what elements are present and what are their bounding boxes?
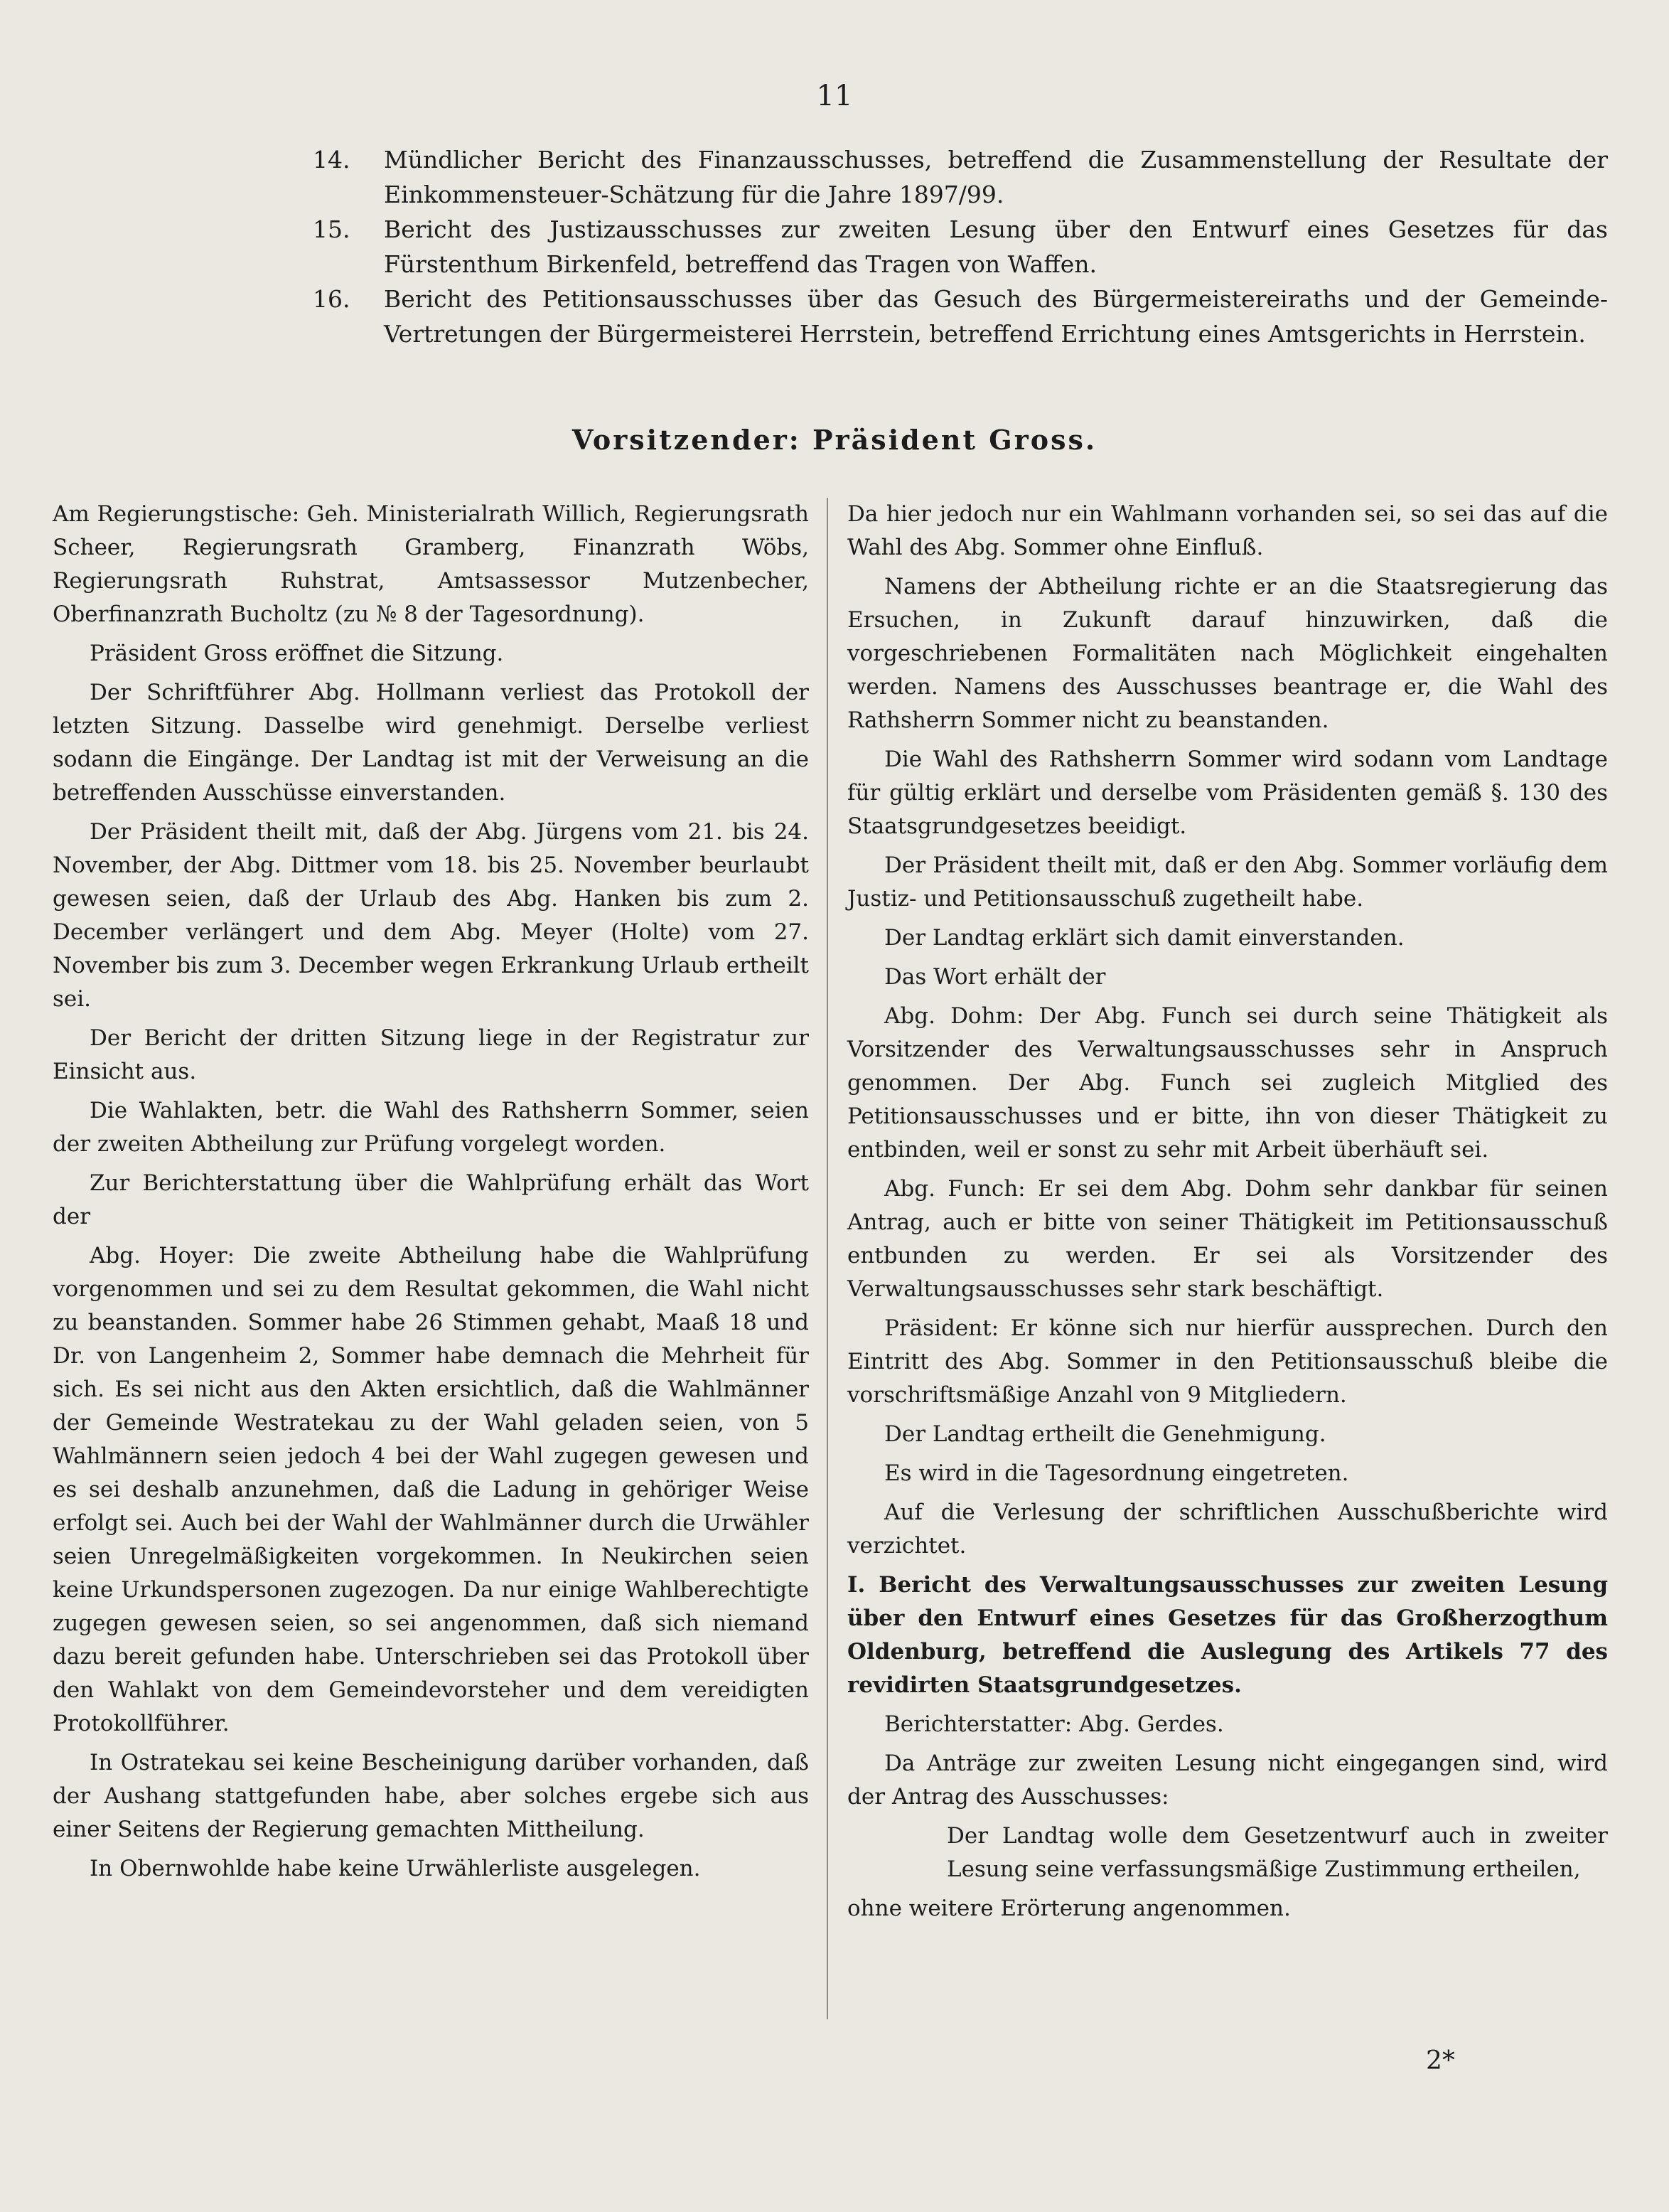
agenda-item-text: Bericht des Petitionsausschusses über das Gesuch des Bürgermeistereiraths und der Gemeinde-Vertretungen der Bürgermeisterei Herrstein, betreffend Errichtung eines Amtsgerichts in Herrstein. bbox=[384, 285, 1608, 348]
paragraph: Der Landtag ertheilt die Genehmigung. bbox=[884, 1421, 1326, 1447]
paragraph: Der Präsident theilt mit, daß er den Abg. Sommer vorläufig dem Justiz- und Petitionsausschuß zugetheilt habe. bbox=[847, 853, 1608, 912]
agenda-item bbox=[313, 282, 1608, 351]
reporter-line: Berichterstatter: Abg. Gerdes. bbox=[884, 1711, 1224, 1737]
agenda-item-number: 14. bbox=[313, 146, 350, 173]
motion-intro: Da Anträge zur zweiten Lesung nicht eingegangen sind, wird der Antrag des Ausschusses: bbox=[847, 1751, 1608, 1810]
agenda-list bbox=[313, 142, 1608, 351]
paragraph: In Obernwohlde habe keine Urwählerliste ausgelegen. bbox=[90, 1856, 701, 1881]
paragraph: Der Landtag erklärt sich damit einverstanden. bbox=[884, 925, 1405, 951]
agenda-item-number: 15. bbox=[313, 215, 350, 243]
motion-text: Der Landtag wolle dem Gesetzentwurf auch in zweiter Lesung seine verfassungsmäßige Zustimmung ertheilen, bbox=[947, 1823, 1608, 1882]
paragraph: Der Präsident theilt mit, daß der Abg. Jürgens vom 21. bis 24. November, der Abg. Dittmer vom 18. bis 25. November beurlaubt gewesen seien, daß der Urlaub des Abg. Hanken bis zum 2. December verlängert und dem Abg. Meyer (Holte) vom 27. November bis zum 3. December wegen Erkrankung Urlaub ertheilt sei. bbox=[53, 819, 809, 1012]
agenda-item-text: Bericht des Justizausschusses zur zweiten Lesung über den Entwurf eines Gesetzes für das Fürstenthum Birkenfeld, betreffend das Tragen von Waffen. bbox=[384, 215, 1608, 278]
paragraph: Namens der Abtheilung richte er an die Staatsregierung das Ersuchen, in Zukunft darauf hinzuwirken, daß die vorgeschriebenen Formalitäten nach Möglichkeit eingehalten werden. Namens des Ausschusses beantrage er, die Wahl des Rathsherrn Sommer nicht zu beanstanden. bbox=[847, 574, 1608, 733]
paragraph: Präsident: Er könne sich nur hierfür aussprechen. Durch den Eintritt des Abg. Sommer in den Petitionsausschuß bleibe die vorschriftsmäßige Anzahl von 9 Mitgliedern. bbox=[847, 1315, 1608, 1408]
paragraph: Der Bericht der dritten Sitzung liege in der Registratur zur Einsicht aus. bbox=[53, 1025, 809, 1084]
column-divider bbox=[827, 498, 828, 2019]
paragraph: Die Wahlakten, betr. die Wahl des Rathsherrn Sommer, seien der zweiten Abtheilung zur Prüfung vorgelegt worden. bbox=[53, 1098, 809, 1157]
paragraph: In Ostratekau sei keine Bescheinigung darüber vorhanden, daß der Aushang stattgefunden habe, aber solches ergebe sich aus einer Seitens der Regierung gemachten Mittheilung. bbox=[53, 1750, 809, 1842]
paragraph: Abg. Hoyer: Die zweite Abtheilung habe die Wahlprüfung vorgenommen und sei zu dem Resultat gekommen, die Wahl nicht zu beanstanden. Sommer habe 26 Stimmen gehabt, Maaß 18 und Dr. von Langenheim 2, Sommer habe demnach die Mehrheit für sich. Es sei nicht aus den Akten ersichtlich, daß die Wahlmänner der Gemeinde Westratekau zu der Wahl geladen seien, von 5 Wahlmännern seien jedoch 4 bei der Wahl zugegen gewesen und es sei deshalb anzunehmen, daß die Ladung in gehöriger Weise erfolgt sei. Auch bei der Wahl der Wahlmänner durch die Urwähler seien Unregelmäßigkeiten vorgekommen. In Neukirchen seien keine Urkundspersonen zugezogen. Da nur einige Wahlberechtigte zugegen gewesen seien, so sei angenommen, daß sich niemand dazu bereit gefunden habe. Unterschrieben sei das Protokoll über den Wahlakt von dem Gemeindevorsteher und dem vereidigten Protokollführer. bbox=[53, 1243, 809, 1736]
paragraph: Der Schriftführer Abg. Hollmann verliest das Protokoll der letzten Sitzung. Dasselbe wird genehmigt. Derselbe verliest sodann die Eingänge. Der Landtag ist mit der Verweisung an die betreffenden Ausschüsse einverstanden. bbox=[53, 680, 809, 806]
section-heading: I. Bericht des Verwaltungsausschusses zur zweiten Lesung über den Entwurf eines Gesetzes für das Großherzogthum Oldenburg, betreffend die Auslegung des Artikels 77 des revidirten Staatsgrundgesetzes. bbox=[847, 1572, 1608, 1698]
closing-line: ohne weitere Erörterung angenommen. bbox=[847, 1896, 1291, 1921]
paragraph: Auf die Verlesung der schriftlichen Ausschußberichte wird verzichtet. bbox=[847, 1500, 1608, 1559]
paragraph: Zur Berichterstattung über die Wahlprüfung erhält das Wort der bbox=[53, 1170, 809, 1229]
paragraph: Abg. Dohm: Der Abg. Funch sei durch seine Thätigkeit als Vorsitzender des Verwaltungsausschusses sehr in Anspruch genommen. Der Abg. Funch sei zugleich Mitglied des Petitionsausschusses und er bitte, ihn von dieser Thätigkeit zu entbinden, weil er sonst zu sehr mit Arbeit überhäuft sei. bbox=[847, 1003, 1608, 1163]
signature-mark: 2* bbox=[1426, 2046, 1455, 2075]
chair-heading: Vorsitzender: Präsident Gross. bbox=[571, 424, 1098, 456]
paragraph: Präsident Gross eröffnet die Sitzung. bbox=[90, 641, 504, 666]
paragraph: Das Wort erhält der bbox=[884, 964, 1106, 990]
page-number: 11 bbox=[816, 80, 853, 112]
agenda-item bbox=[313, 212, 1608, 282]
paragraph: Am Regierungstische: Geh. Ministerialrath Willich, Regierungsrath Scheer, Regierungsrath Gramberg, Finanzrath Wöbs, Regierungsrath Ruhstrat, Amtsassessor Mutzenbecher, Oberfinanzrath Bucholtz (zu № 8 der Tagesordnung). bbox=[53, 501, 809, 627]
paragraph: Da hier jedoch nur ein Wahlmann vorhanden sei, so sei das auf die Wahl des Abg. Sommer ohne Einfluß. bbox=[847, 501, 1608, 560]
right-column bbox=[847, 498, 1608, 1931]
paragraph: Abg. Funch: Er sei dem Abg. Dohm sehr dankbar für seinen Antrag, auch er bitte von seiner Thätigkeit im Petitionsausschuß entbunden zu werden. Er sei als Vorsitzender des Verwaltungsausschusses sehr stark beschäftigt. bbox=[847, 1176, 1608, 1302]
agenda-item-text: Mündlicher Bericht des Finanzausschusses, betreffend die Zusammenstellung der Resultate der Einkommensteuer-Schätzung für die Jahre 1897/99. bbox=[384, 146, 1608, 208]
agenda-item-number: 16. bbox=[313, 285, 350, 313]
paragraph: Die Wahl des Rathsherrn Sommer wird sodann vom Landtage für gültig erklärt und derselbe vom Präsidenten gemäß §. 130 des Staatsgrundgesetzes beeidigt. bbox=[847, 747, 1608, 839]
left-column bbox=[53, 498, 809, 1891]
agenda-item bbox=[313, 142, 1608, 212]
paragraph: Es wird in die Tagesordnung eingetreten. bbox=[884, 1460, 1349, 1486]
